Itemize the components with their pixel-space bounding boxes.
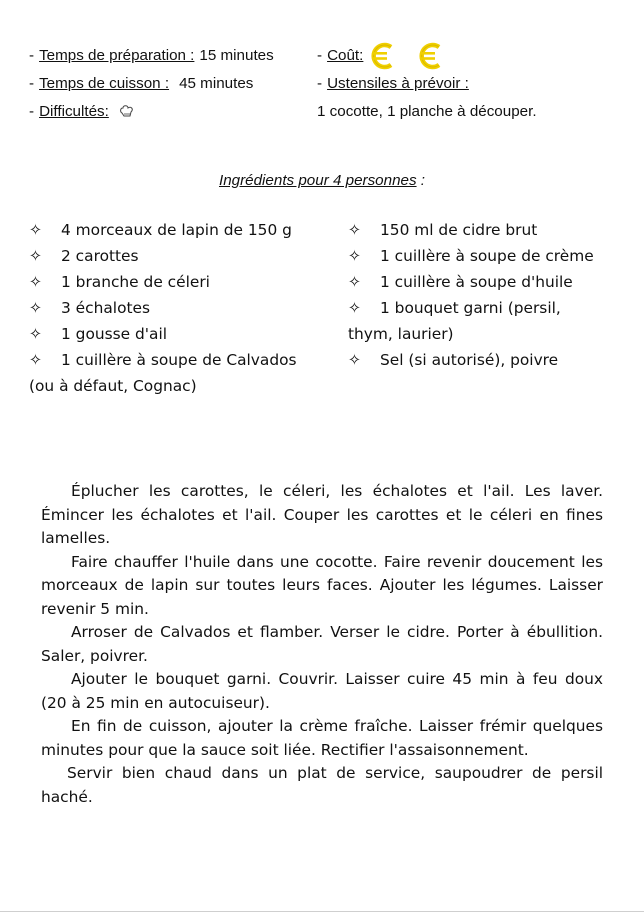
- prep-time-value: 15 minutes: [199, 47, 274, 64]
- star-bullet-icon: ✧: [29, 299, 42, 317]
- ingredient-text: 1 cuillère à soupe d'huile: [380, 273, 573, 291]
- list-item: [29, 347, 329, 373]
- star-bullet-icon: ✧: [29, 273, 42, 291]
- star-bullet-icon: ✧: [348, 273, 361, 291]
- ingredients-heading: [0, 172, 644, 189]
- star-bullet-icon: ✧: [348, 299, 361, 317]
- page-bottom-divider: [0, 911, 644, 912]
- step-paragraph: Arroser de Calvados et flamber. Verser le cidre. Porter à ébullition. Saler, poivrer.: [41, 623, 603, 665]
- chef-hat-icon: [119, 104, 135, 120]
- difficulty-row: [29, 98, 319, 126]
- dash: -: [317, 47, 323, 64]
- cook-time-label: Temps de cuisson :: [39, 75, 170, 92]
- euro-icon: [369, 41, 399, 71]
- tools-value-text: 1 cocotte, 1 planche à découper.: [317, 103, 537, 120]
- list-item: [348, 295, 618, 321]
- step-paragraph: Faire chauffer l'huile dans une cocotte. Faire revenir doucement les morceaux de lapin sur toutes leurs faces. Ajouter les légumes. Laisser revenir 5 min.: [41, 552, 603, 618]
- recipe-meta-right: [317, 42, 637, 126]
- dash: -: [317, 75, 323, 92]
- step-paragraph: Ajouter le bouquet garni. Couvrir. Laisser cuire 45 min à feu doux (20 à 25 min en autocuiseur).: [41, 670, 603, 712]
- prep-time-row: [29, 42, 319, 70]
- tools-row: [317, 70, 637, 98]
- list-item: [348, 243, 618, 269]
- ingredient-text: 3 échalotes: [61, 299, 151, 317]
- recipe-meta-left: [29, 42, 319, 126]
- preparation-steps: [41, 480, 603, 809]
- list-item: [29, 217, 329, 243]
- tools-value: [317, 98, 637, 126]
- star-bullet-icon: ✧: [29, 325, 42, 343]
- ingredient-text: 1 gousse d'ail: [61, 325, 168, 343]
- star-bullet-icon: ✧: [348, 247, 361, 265]
- euro-icon: [417, 41, 447, 71]
- star-bullet-icon: ✧: [348, 221, 361, 239]
- ingredient-text: 1 branche de céleri: [61, 273, 210, 291]
- list-item: [348, 269, 618, 295]
- cost-label: Coût:: [327, 47, 364, 64]
- list-item: [348, 217, 618, 243]
- ingredient-text: 2 carottes: [61, 247, 139, 265]
- cost-row: [317, 42, 637, 70]
- ingredient-text: 4 morceaux de lapin de 150 g: [61, 221, 292, 239]
- star-bullet-icon: ✧: [29, 221, 42, 239]
- step-paragraph: En fin de cuisson, ajouter la crème fraîche. Laisser frémir quelques minutes pour que la sauce soit liée. Rectifier l'assaisonnement.: [41, 717, 603, 759]
- tools-label: Ustensiles à prévoir :: [327, 75, 469, 92]
- ingredients-list-right: [348, 217, 618, 373]
- prep-time-label: Temps de préparation :: [39, 47, 195, 64]
- step-paragraph: Éplucher les carottes, le céleri, les échalotes et l'ail. Les laver. Émincer les échalotes et l'ail. Couper les carottes et le céleri en fines lamelles.: [41, 482, 603, 547]
- list-item: [29, 295, 329, 321]
- star-bullet-icon: ✧: [29, 351, 42, 369]
- ingredient-text: Sel (si autorisé), poivre: [380, 351, 559, 369]
- cook-time-value: 45 minutes: [179, 75, 254, 92]
- star-bullet-icon: ✧: [348, 351, 361, 369]
- heading-colon: :: [416, 172, 426, 189]
- ingredient-text: 1 cuillère à soupe de Calvados: [61, 351, 297, 369]
- cook-time-row: [29, 70, 319, 98]
- star-bullet-icon: ✧: [29, 247, 42, 265]
- list-item: [29, 321, 329, 347]
- list-item: [29, 243, 329, 269]
- step-paragraph: Servir bien chaud dans un plat de service, saupoudrer de persil haché.: [41, 764, 603, 806]
- list-item-continuation: (ou à défaut, Cognac): [29, 377, 197, 395]
- dash: -: [29, 103, 35, 120]
- ingredients-heading-text: Ingrédients pour 4 personnes: [218, 172, 417, 189]
- ingredient-text: 150 ml de cidre brut: [380, 221, 538, 239]
- list-item-continuation: thym, laurier): [348, 325, 454, 343]
- list-item: [29, 269, 329, 295]
- ingredient-text: 1 cuillère à soupe de crème: [380, 247, 594, 265]
- ingredients-list-left: [29, 217, 329, 399]
- difficulty-label: Difficultés:: [39, 103, 109, 120]
- ingredient-text: 1 bouquet garni (persil,: [380, 299, 561, 317]
- dash: -: [29, 75, 35, 92]
- dash: -: [29, 47, 35, 64]
- list-item: [348, 347, 618, 373]
